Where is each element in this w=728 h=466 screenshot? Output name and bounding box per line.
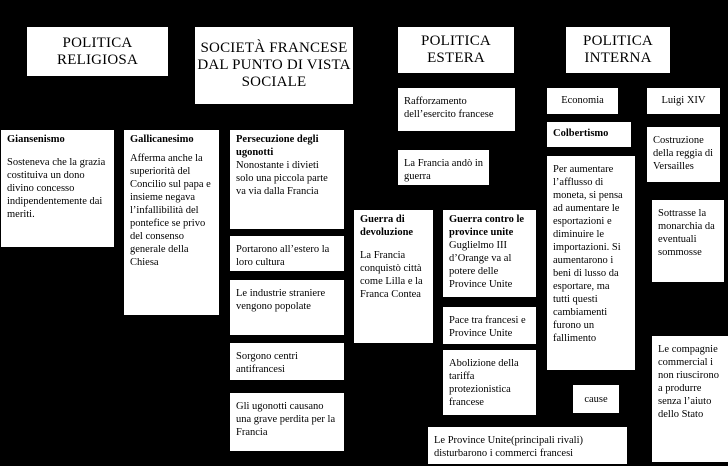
card-giansenismo-text: Sosteneva che la grazia costituiva un dono divino concesso indipendentemente dai meriti. <box>7 157 106 220</box>
card-guerra-devoluzione-text: La Francia conquistò città come Lilla e la Franca Contea <box>360 250 423 300</box>
card-sottrasse-monarchia <box>652 200 724 282</box>
header-politica-interna-label: POLITICA INTERNA <box>583 33 653 66</box>
card-centri-antifrancesi-text: Sorgono centri antifrancesi <box>236 351 298 375</box>
card-perdita-francia <box>230 393 344 451</box>
card-centri-antifrancesi <box>230 343 344 380</box>
card-luigi-xiv-text: Luigi XIV <box>661 95 706 106</box>
card-reggia-versailles <box>647 127 720 182</box>
card-colbertismo <box>547 122 631 147</box>
card-francia-guerra-text: La Francia andò in guerra <box>404 158 484 182</box>
card-compagnie-commerciali <box>652 336 728 462</box>
card-persecuzione-text: Nonostante i divieti solo una piccola parte va via dalla Francia <box>236 160 328 197</box>
card-giansenismo <box>1 130 114 247</box>
card-industrie-straniere-text: Le industrie straniere vengono popolate <box>236 288 326 312</box>
card-gallicanesimo-text: Afferma anche la superiorità del Concilio sul papa e insieme negava l’infallibilità del pontefice se privo del consenso generale della Chiesa <box>130 153 211 268</box>
header-societa-francese <box>195 27 353 104</box>
card-cultura-estero-text: Portarono all’estero la loro cultura <box>236 244 330 268</box>
card-gallicanesimo <box>124 130 219 315</box>
card-abolizione-tariffa <box>443 350 536 415</box>
card-guerra-province-unite-title: Guerra contro le province unite <box>449 214 525 238</box>
card-economia-text: Economia <box>561 95 604 106</box>
card-colbertismo-descrizione-text: Per aumentare l’afflusso di moneta, si pensa ad aumentare le esportazioni e diminuire le importazioni. Si aumentarono i beni di lusso da esportare, ma tutti questi cambiamenti furono un fallimento <box>553 164 623 344</box>
card-cause-text: cause <box>584 394 608 405</box>
card-province-rivali <box>428 427 627 464</box>
card-guerra-province-unite <box>443 210 536 297</box>
card-rafforzamento-esercito-text: Rafforzamento dell’esercito francese <box>404 96 494 120</box>
card-industrie-straniere <box>230 280 344 335</box>
card-perdita-francia-text: Gli ugonotti causano una grave perdita per la Francia <box>236 401 336 438</box>
header-societa-francese-label: SOCIETÀ FRANCESE DAL PUNTO DI VISTA SOCIALE <box>197 40 351 90</box>
card-reggia-versailles-text: Costruzione della reggia di Versailles <box>653 135 714 172</box>
card-cultura-estero <box>230 236 344 271</box>
card-guerra-devoluzione-title: Guerra di devoluzione <box>360 214 414 238</box>
card-giansenismo-title: Giansenismo <box>7 134 65 145</box>
card-francia-guerra <box>398 150 489 185</box>
card-persecuzione-ugonotti <box>230 130 344 229</box>
card-guerra-province-unite-text: Guglielmo III d’Orange va al potere delle Province Unite <box>449 240 513 290</box>
card-persecuzione-title: Persecuzione degli ugonotti <box>236 134 319 158</box>
card-province-rivali-text: Le Province Unite(principali rivali) disturbarono i commerci francesi <box>434 435 583 459</box>
header-politica-religiosa <box>27 27 168 76</box>
card-pace-francesi-text: Pace tra francesi e Province Unite <box>449 315 526 339</box>
card-guerra-devoluzione <box>354 210 433 343</box>
card-luigi-xiv <box>647 88 720 114</box>
header-politica-religiosa-label: POLITICA RELIGIOSA <box>57 34 138 68</box>
card-rafforzamento-esercito <box>398 88 515 131</box>
card-pace-francesi <box>443 307 536 344</box>
card-colbertismo-title: Colbertismo <box>553 128 609 139</box>
card-compagnie-commerciali-text: Le compagnie commercial i non riuscirono a produrre senza l’aiuto dello Stato <box>658 344 719 420</box>
header-politica-estera-label: POLITICA ESTERA <box>421 33 491 66</box>
card-colbertismo-descrizione <box>547 156 635 370</box>
card-cause <box>573 385 619 413</box>
card-economia <box>547 88 618 114</box>
header-politica-interna <box>566 27 670 73</box>
card-sottrasse-monarchia-text: Sottrasse la monarchia da eventuali sommosse <box>658 208 715 258</box>
header-politica-estera <box>398 27 514 73</box>
card-abolizione-tariffa-text: Abolizione della tariffa protezionistica francese <box>449 358 519 408</box>
card-gallicanesimo-title: Gallicanesimo <box>130 134 194 145</box>
